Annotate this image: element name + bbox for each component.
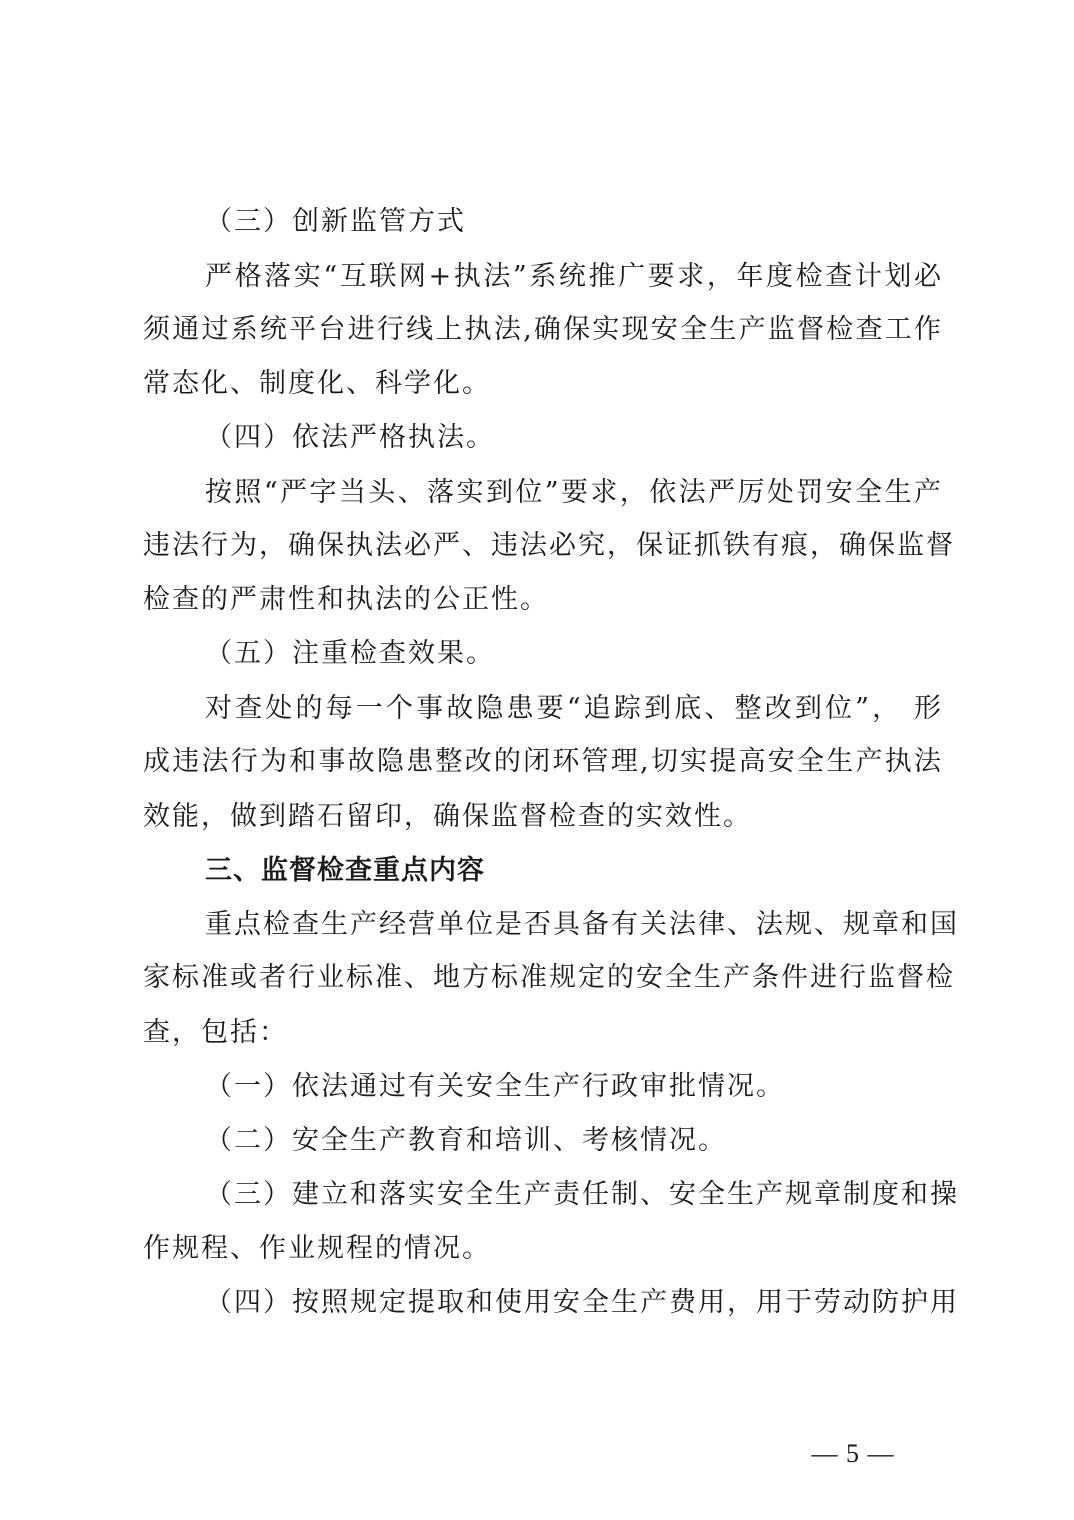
page-number: — 5 — <box>811 1439 895 1468</box>
subheading-inspection-effect: （五）注重检查效果。 <box>205 638 495 669</box>
subheading-innovate-supervision: （三）创新监管方式 <box>205 206 466 237</box>
paragraph-line: 对查处的每一个事故隐患要“追踪到底、整改到位”， 形 <box>205 693 943 724</box>
paragraph-line: 效能，做到踏石留印，确保监督检查的实效性。 <box>143 801 752 832</box>
paragraph-line: 违法行为，确保执法必严、违法必究，保证抓铁有痕，确保监督 <box>143 530 955 561</box>
list-item: （三）建立和落实安全生产责任制、安全生产规章制度和操 <box>205 1179 959 1210</box>
list-item: （二）安全生产教育和培训、考核情况。 <box>205 1125 727 1156</box>
paragraph-line: 重点检查生产经营单位是否具备有关法律、法规、规章和国 <box>205 909 959 940</box>
paragraph-line: 须通过系统平台进行线上执法,确保实现安全生产监督检查工作 <box>143 314 943 345</box>
section-heading-key-content: 三、监督检查重点内容 <box>205 855 485 886</box>
paragraph-line: 严格落实“互联网+执法”系统推广要求，年度检查计划必 <box>205 261 943 292</box>
paragraph-line: 成违法行为和事故隐患整改的闭环管理,切实提高安全生产执法 <box>143 746 943 777</box>
paragraph-line: 按照“严字当头、落实到位”要求，依法严厉处罚安全生产 <box>205 477 943 508</box>
list-item: （四）按照规定提取和使用安全生产费用，用于劳动防护用 <box>205 1287 959 1318</box>
paragraph-line: 检查的严肃性和执法的公正性。 <box>143 584 549 615</box>
list-item-continuation: 作规程、作业规程的情况。 <box>143 1233 491 1264</box>
paragraph-line: 常态化、制度化、科学化。 <box>143 368 491 399</box>
subheading-strict-enforcement: （四）依法严格执法。 <box>205 422 495 453</box>
list-item: （一）依法通过有关安全生产行政审批情况。 <box>205 1071 785 1102</box>
paragraph-line: 查，包括： <box>143 1017 288 1048</box>
paragraph-line: 家标准或者行业标准、地方标准规定的安全生产条件进行监督检 <box>143 962 955 993</box>
